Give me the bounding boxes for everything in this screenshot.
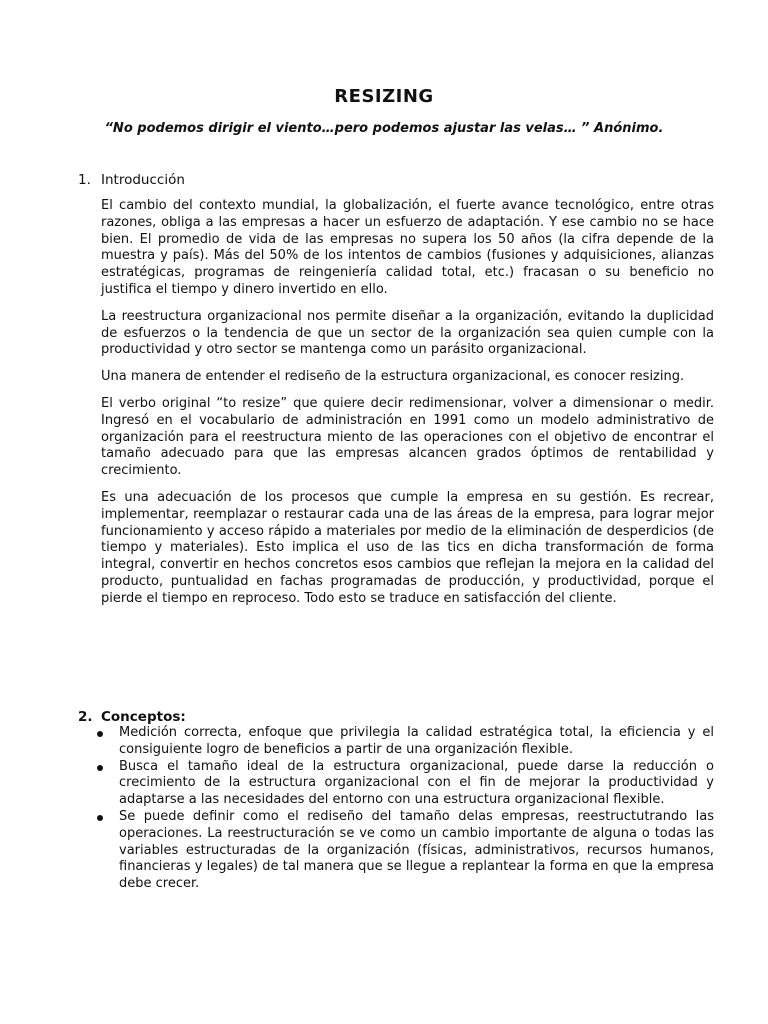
- paragraph: Es una adecuación de los procesos que cumple la empresa en su gestión. Es recrear, implementar, reemplazar o restaurar cada una de las áreas de la empresa, para lograr mejor funcionamiento y acceso rápido a materiales por medio de la eliminación de desperdicios (de tiempo y materiales). Esto implica el uso de las tics en dicha transformación de forma integral, convertir en hechos concretos esos cambios que reflejan la mejora en la calidad del producto, puntualidad en fachas programadas de producción, y productividad, porque el pierde el tiempo en reproceso. Todo esto se traduce en satisfacción del cliente.: [101, 489, 714, 606]
- list-item: [78, 809, 714, 893]
- list-item: [78, 725, 714, 759]
- paragraph: Una manera de entender el rediseño de la estructura organizacional, es conocer resizing.: [101, 369, 685, 385]
- section-title: Conceptos:: [101, 709, 186, 725]
- section-heading: [78, 709, 714, 725]
- bullet-icon: [97, 765, 103, 771]
- paragraph: El verbo original “to resize” que quiere decir redimensionar, volver a dimensionar o medir. Ingresó en el vocabulario de administración en 1991 como un modelo administrativo de organización para el reestructura miento de las operaciones con el objetivo de encontrar el tamaño adecuado para que las empresas alcancen grados óptimos de rentabilidad y crecimiento.: [101, 395, 714, 479]
- section-heading: [78, 172, 714, 188]
- paragraph: El cambio del contexto mundial, la globalización, el fuerte avance tecnológico, entre otras razones, obliga a las empresas a hacer un esfuerzo de adaptación. Y ese cambio no se hace bien. El promedio de vida de las empresas no supera los 50 años (la cifra depende de la muestra y país). Más del 50% de los intentos de cambios (fusiones y adquisiciones, alianzas estratégicas, programas de reingeniería calidad total, etc.) fracasan o su beneficio no justifica el tiempo y dinero invertido en ello.: [101, 198, 714, 297]
- document-title: RESIZING: [334, 86, 434, 107]
- section-conceptos: [78, 709, 714, 893]
- concept-list: [78, 725, 714, 893]
- section-introduccion: [78, 172, 714, 608]
- bullet-icon: [97, 815, 103, 821]
- paragraph: La reestructura organizacional nos permite diseñar a la organización, evitando la duplicidad de esfuerzos o la tendencia de que un sector de la organización sea quien cumple con la productividad y otro sector se mantenga como un parásito organizacional.: [101, 308, 714, 358]
- epigraph-quote: “No podemos dirigir el viento…pero podemos ajustar las velas… ” Anónimo.: [104, 121, 664, 136]
- list-item-text: Se puede definir como el rediseño del tamaño delas empresas, reestructutrando las operaciones. La reestructuración se ve como un cambio importante de alguna o todas las variables estructuradas de la organización (físicas, administrativos, recursos humanos, financieras y legales) de tal manera que se llegue a replantear la forma en que la empresa debe crecer.: [119, 808, 714, 892]
- list-item: [78, 759, 714, 809]
- section-title: Introducción: [101, 172, 185, 188]
- section-number: 1.: [78, 172, 91, 188]
- list-item-text: Busca el tamaño ideal de la estructura organizacional, puede darse la reducción o crecimiento de la estructura organizacional con el fin de mejorar la productividad y adaptarse a las necesidades del entorno con una estructura organizacional flexible.: [119, 758, 714, 808]
- bullet-icon: [97, 731, 103, 737]
- section-number: 2.: [78, 709, 93, 725]
- list-item-text: Medición correcta, enfoque que privilegia la calidad estratégica total, la eficiencia y el consiguiente logro de beneficios a partir de una organización flexible.: [119, 725, 714, 757]
